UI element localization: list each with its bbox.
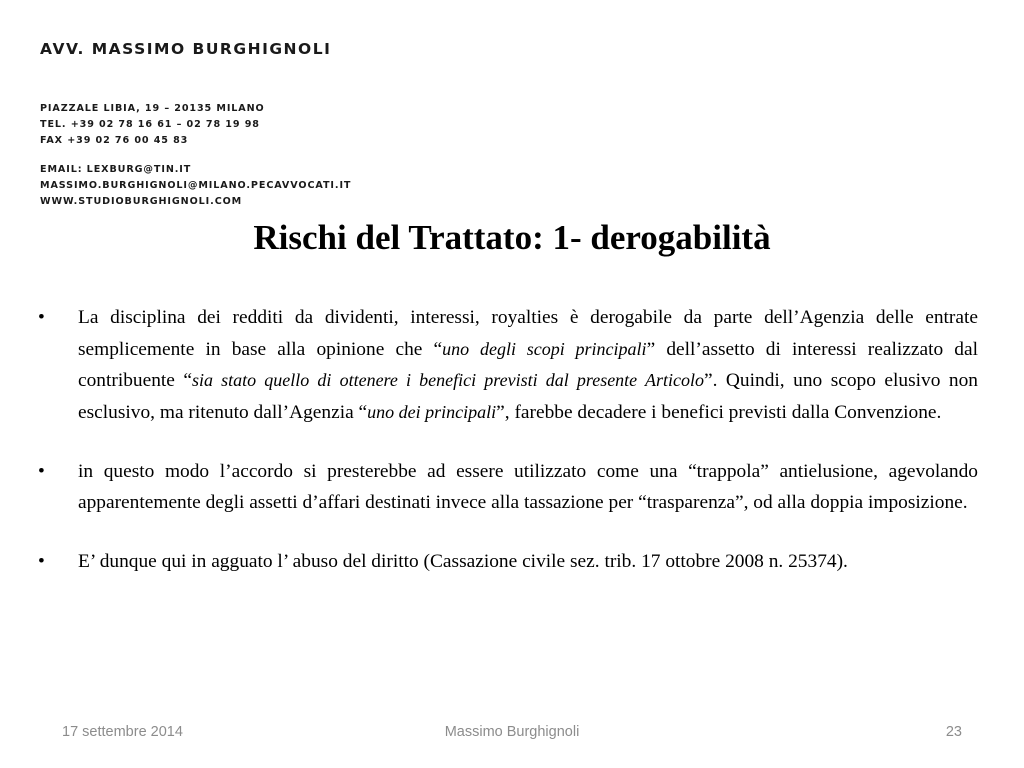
bullet-item-1 [38,303,978,428]
bullet-dot-icon: • [38,461,45,482]
letterhead-fax: FAX +39 02 76 00 45 83 [40,135,189,146]
slide-title: Rischi del Trattato: 1- derogabilità [253,218,771,257]
letterhead-name: AVV. MASSIMO BURGHIGNOLI [40,40,332,58]
letterhead-spacer [40,149,351,162]
bullet-text: La disciplina dei redditi da dividenti, interessi, royalties è derogabile da parte dell’Agenzia delle entrate semplicemente in base alla opinione che “ [78,307,978,360]
letterhead-website: WWW.STUDIOBURGHIGNOLI.COM [40,196,243,207]
footer-page-number: 23 [945,724,962,740]
letterhead-email: EMAIL: LEXBURG@TIN.IT [40,164,192,175]
bullet-item-3 [38,547,978,578]
footer-author: Massimo Burghignoli [444,724,580,740]
bullet-quote: uno degli scopi principali [442,338,647,359]
bullet-dot-icon: • [38,551,45,572]
letterhead-contacts [40,101,351,210]
bullet-text: in questo modo l’accordo si presterebbe ad essere utilizzato come una “trappola” antielusione, agevolando apparentemente degli assetti d’affari destinati invece alla tassazione per “trasparenza”, od alla doppia imposizione. [78,461,978,513]
bullet-text: ” dell’assetto di interessi realizzato dal contribuente “ [78,338,979,391]
bullet-text: ”, farebbe decadere i benefici previsti dalla Convenzione. [496,401,942,423]
letterhead-pec-email: MASSIMO.BURGHIGNOLI@MILANO.PECAVVOCATI.IT [40,180,352,191]
bullet-quote: sia stato quello di ottenere i benefici previsti dal presente Articolo [192,370,704,390]
bullet-item-2 [38,457,978,518]
bullet-text: E’ dunque qui in agguato l’ abuso del diritto (Cassazione civile sez. trib. 17 ottobre 2008 n. 25374). [78,551,848,572]
footer-date: 17 settembre 2014 [62,724,183,740]
letterhead [40,40,351,210]
letterhead-tel: TEL. +39 02 78 16 61 – 02 78 19 98 [40,119,260,130]
letterhead-address: PIAZZALE LIBIA, 19 – 20135 MILANO [40,103,265,114]
bullet-quote: uno dei principali [367,401,497,422]
bullet-dot-icon: • [38,307,45,328]
bullet-list [38,303,978,607]
bullet-text: ”. Quindi, uno scopo elusivo non esclusivo, ma ritenuto dall’Agenzia “ [78,370,979,423]
